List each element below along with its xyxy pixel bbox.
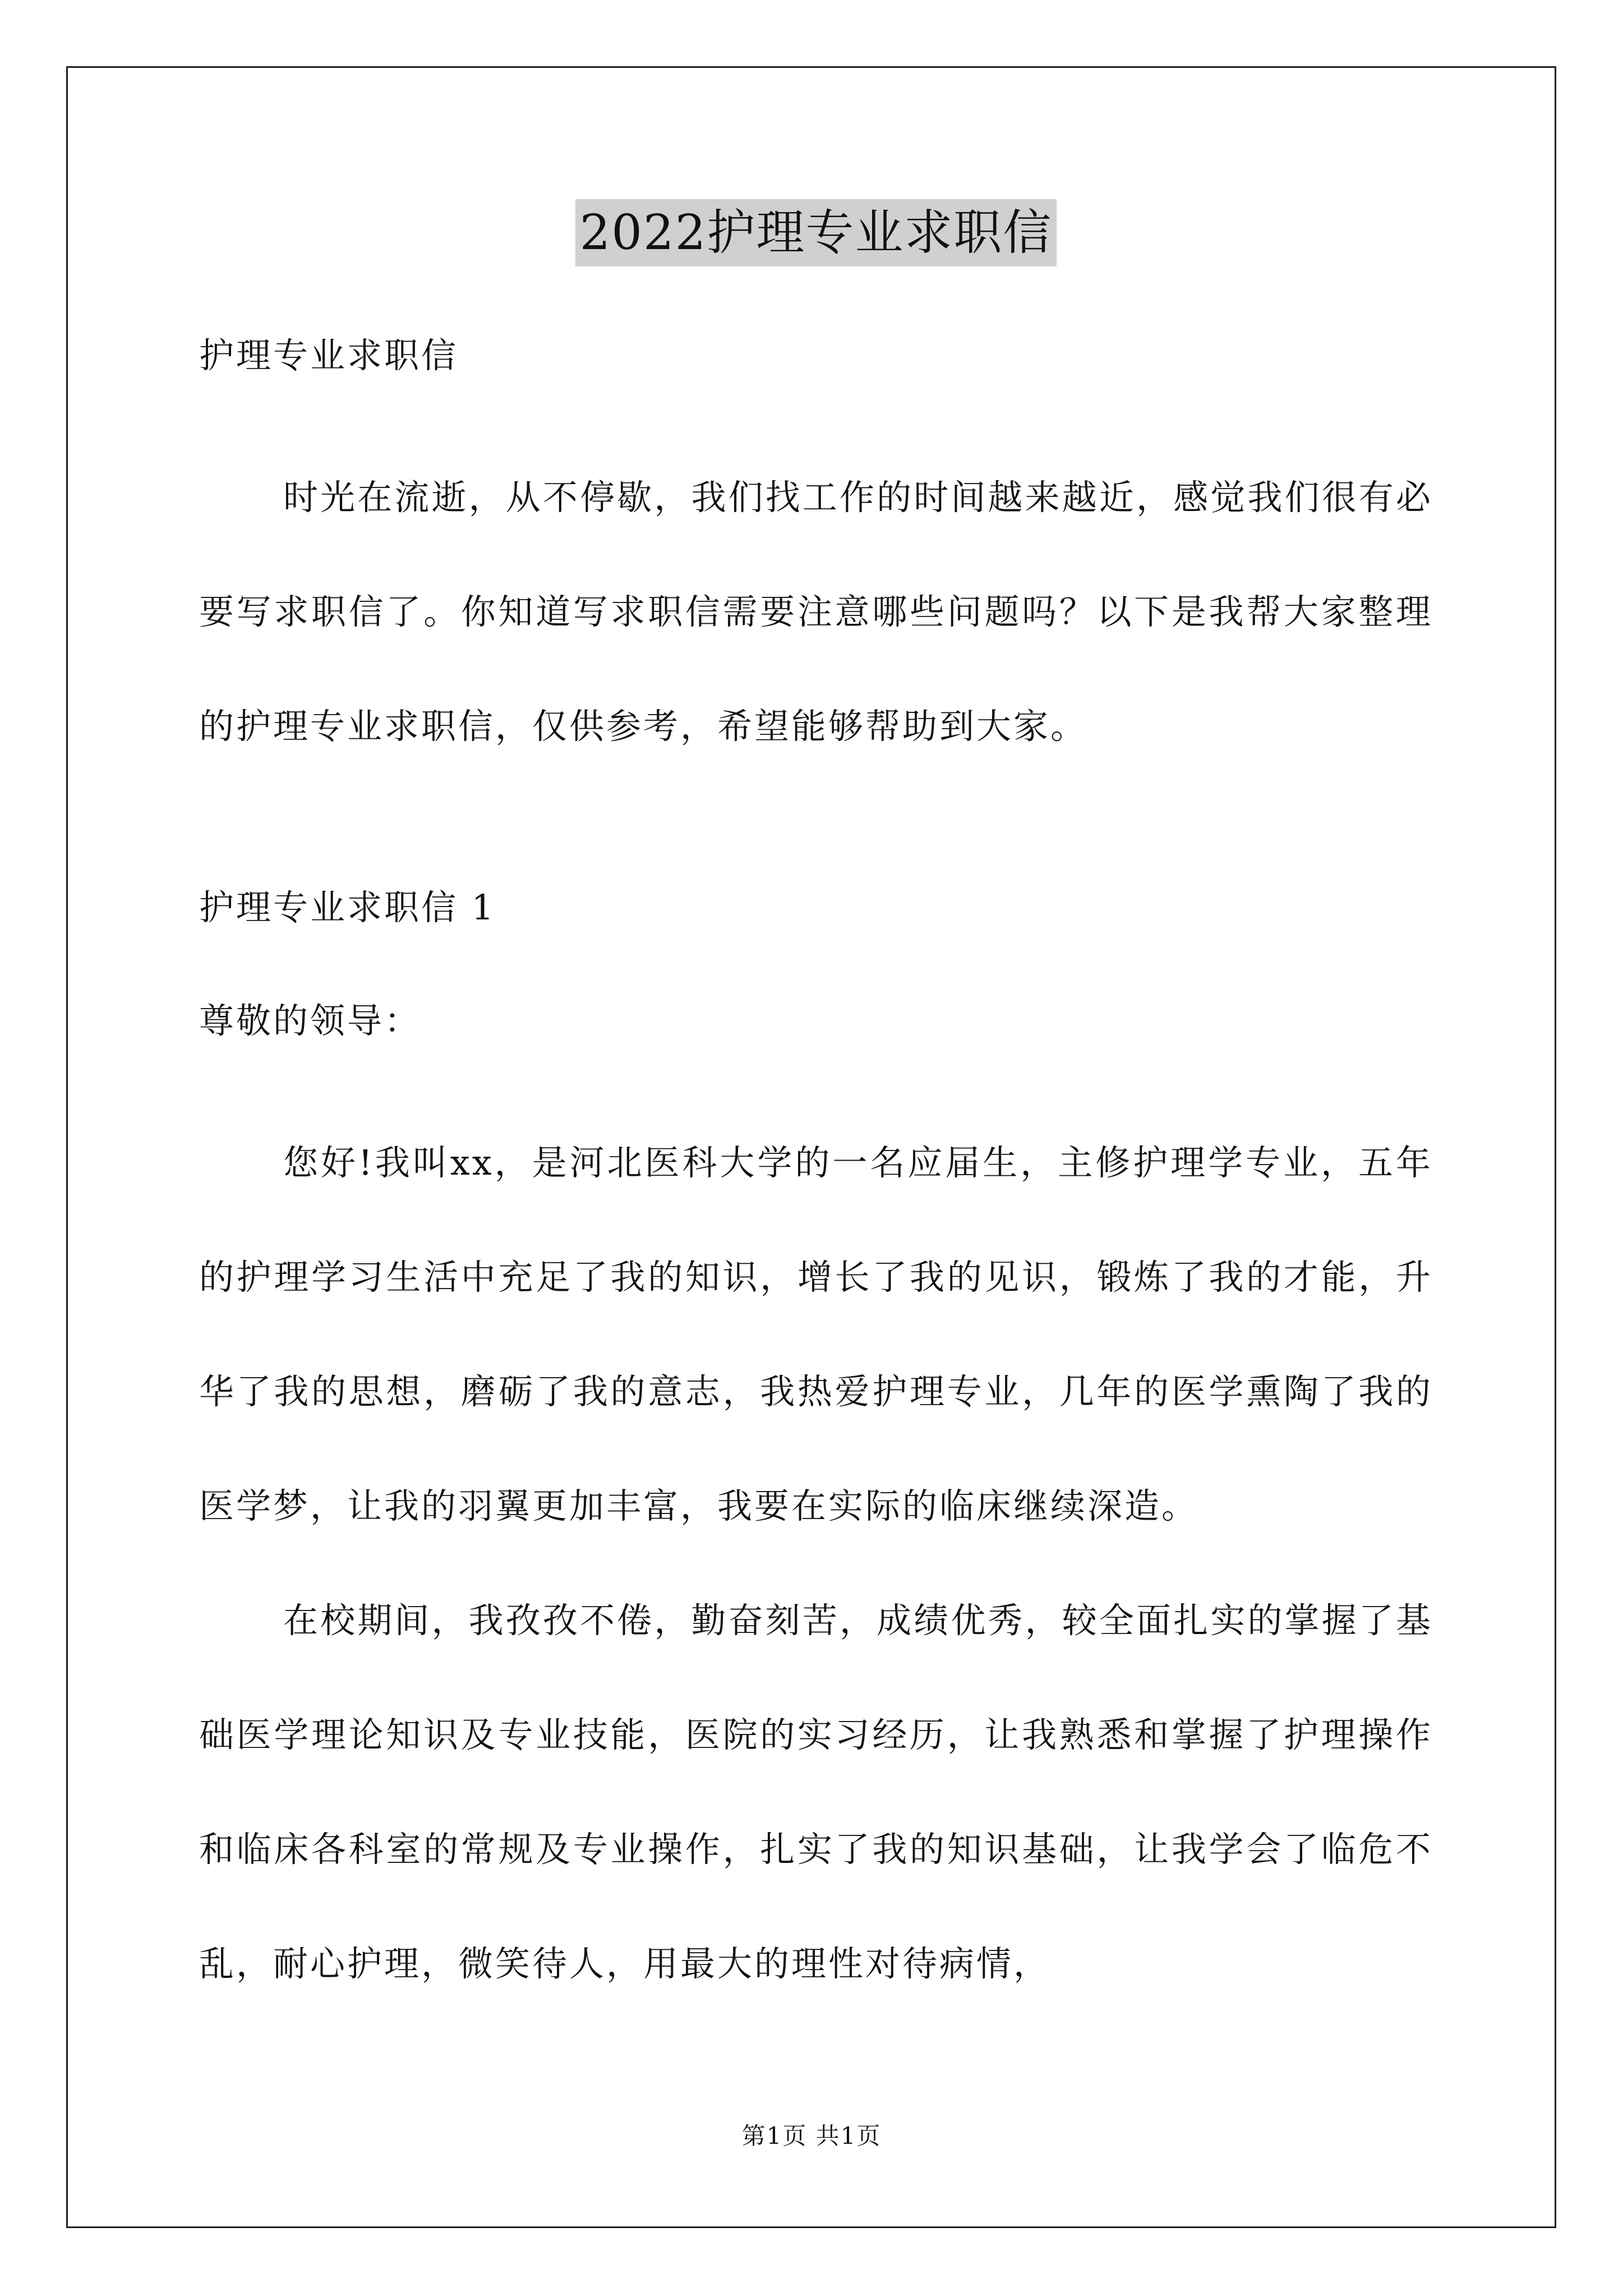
document-subtitle: 护理专业求职信 [199,335,459,376]
body-paragraph-2: 在校期间，我孜孜不倦，勤奋刻苦，成绩优秀，较全面扎实的掌握了基础医学理论知识及专业技能，医院的实习经历，让我熟悉和掌握了护理操作和临床各科室的常规及专业操作，扎实了我的知识基础，让我学会了临危不乱，耐心护理，微笑待人，用最大的理性对待病情， [199,1600,1433,1984]
title-wrapper [199,199,1433,266]
document-title: 2022护理专业求职信 [575,199,1057,266]
body-paragraph-1: 您好!我叫xx，是河北医科大学的一名应届生，主修护理学专业，五年的护理学习生活中充足了我的知识，增长了我的见识，锻炼了我的才能，升华了我的思想，磨砺了我的意志，我热爱护理专业，几年的医学熏陶了我的医学梦，让我的羽翼更加丰富，我要在实际的临床继续深造。 [199,1142,1433,1526]
section-heading: 护理专业求职信 1 [199,887,496,928]
salutation: 尊敬的领导： [199,1000,422,1041]
document-content [199,199,1433,2021]
intro-paragraph: 时光在流逝，从不停歇，我们找工作的时间越来越近，感觉我们很有必要写求职信了。你知道写求职信需要注意哪些问题吗？以下是我帮大家整理的护理专业求职信，仅供参考，希望能够帮助到大家。 [199,477,1433,747]
page-footer: 第1页 共1页 [741,2122,882,2150]
section-spacer [199,784,1433,879]
